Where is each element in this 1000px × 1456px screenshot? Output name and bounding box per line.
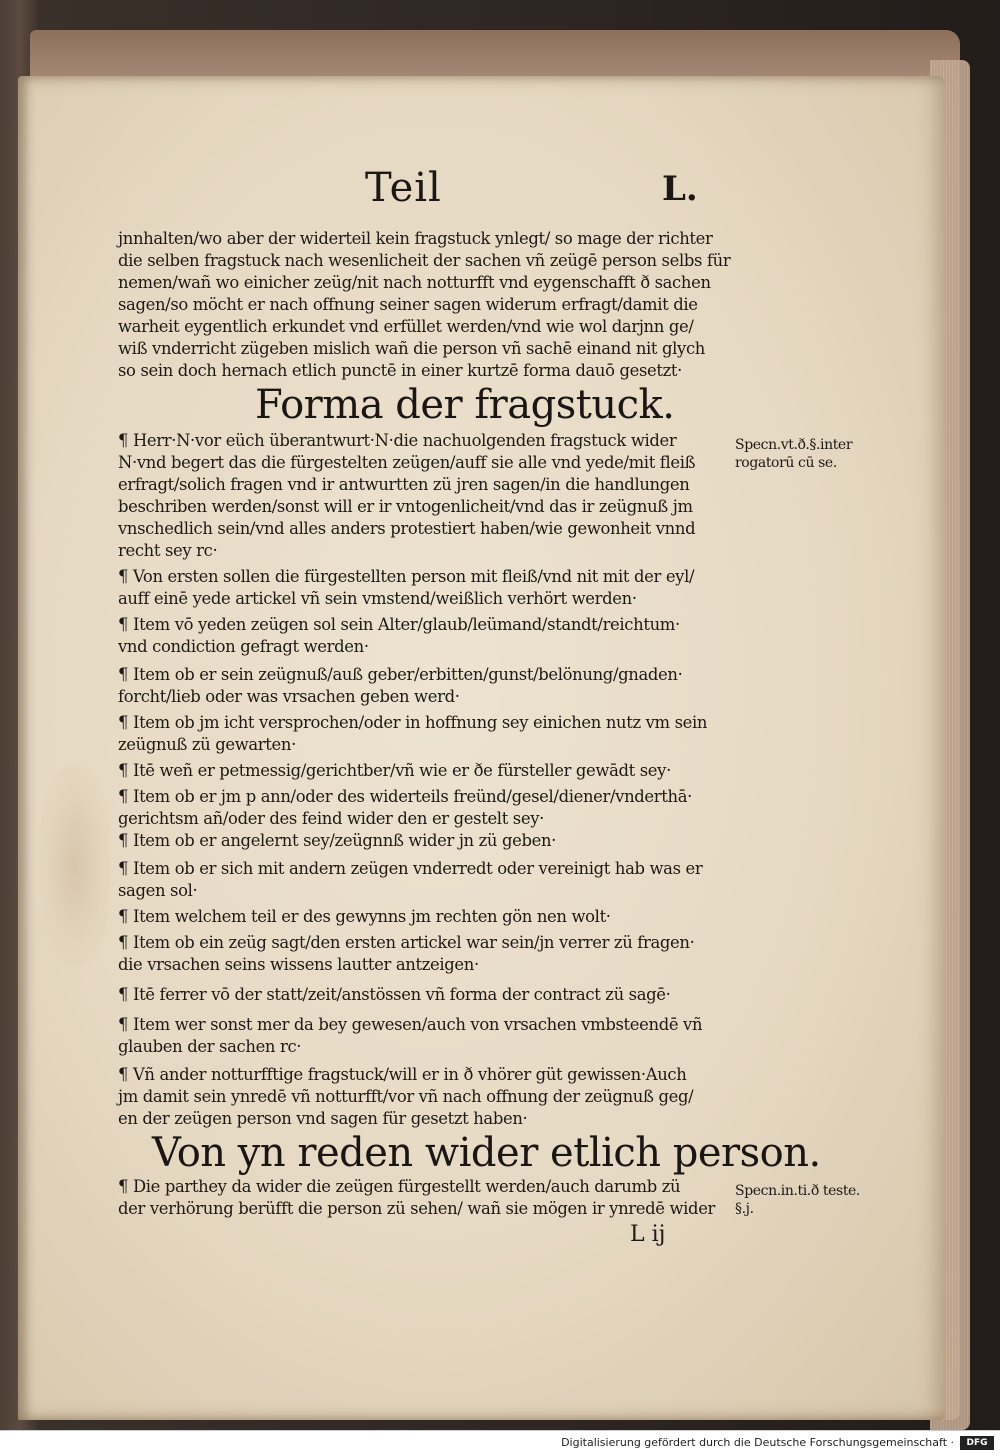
water-stain bbox=[40, 766, 110, 966]
running-head bbox=[0, 165, 1000, 215]
text-line: beschriben werden/sonst will er ir vntogenlicheit/vnd das ir zeügnuß jm bbox=[118, 497, 693, 516]
section-heading: Von yn reden wider etlich person. bbox=[152, 1130, 821, 1176]
text-line: gerichtsm añ/oder des feind wider den er gestelt sey· bbox=[118, 809, 544, 828]
text-line: jm damit sein ynredē vñ notturfft/vor vñ nach offnung der zeügnuß geg/ bbox=[118, 1087, 694, 1106]
text-line: zeügnuß zü gewarten· bbox=[118, 735, 296, 754]
text-line: vnschedlich sein/vnd alles anders protestiert haben/wie gewonheit vnnd bbox=[118, 519, 696, 538]
text-line: ¶ Vñ ander notturfftige fragstuck/will er in ð vhörer güt gewissen·Auch bbox=[118, 1065, 687, 1084]
text-line: wiß vnderricht zügeben mislich wañ die person vñ sachē einand nit glych bbox=[118, 339, 705, 358]
section-heading: Forma der fragstuck. bbox=[255, 382, 675, 428]
margin-note bbox=[735, 1182, 875, 1218]
text-line: ¶ Item ob jm icht versprochen/oder in hoffnung sey einichen nutz vm sein bbox=[118, 713, 708, 732]
text-line: glauben der sachen rc· bbox=[118, 1037, 302, 1056]
margin-note-line: §.j. bbox=[735, 1201, 754, 1217]
dfg-logo-icon: DFG bbox=[960, 1436, 994, 1450]
text-line: nemen/wañ wo einicher zeüg/nit nach notturfft vnd eygenschafft ð sachen bbox=[118, 273, 711, 292]
margin-note-line: Specn.vt.ð.§.inter bbox=[735, 437, 853, 453]
text-line: der verhörung berüfft die person zü sehen/ wañ sie mögen ir ynredē wider bbox=[118, 1199, 716, 1218]
margin-note-line: Specn.in.ti.ð teste. bbox=[735, 1183, 860, 1199]
text-line: ¶ Item ob er angelernt sey/zeügnnß wider jn zü geben· bbox=[118, 831, 557, 850]
text-line: warheit eygentlich erkundet vnd erfüllet werden/vnd wie wol darjnn ge/ bbox=[118, 317, 694, 336]
text-line: sagen sol· bbox=[118, 881, 198, 900]
funding-credit: Digitalisierung gefördert durch die Deutsche Forschungsgemeinschaft · bbox=[561, 1436, 954, 1449]
text-line: ¶ Herr·N·vor eüch überantwurt·N·die nachuolgenden fragstuck wider bbox=[118, 431, 677, 450]
text-line: forcht/lieb oder was vrsachen geben werd· bbox=[118, 687, 460, 706]
folio-number: L. bbox=[662, 169, 698, 209]
text-line: sagen/so möcht er nach offnung seiner sagen widerum erfragt/damit die bbox=[118, 295, 698, 314]
text-line: auff einē yede artickel vñ sein vmstend/weißlich verhört werden· bbox=[118, 589, 637, 608]
text-line: ¶ Item ob er jm p ann/oder des widerteils freünd/gesel/diener/vnderthā· bbox=[118, 787, 692, 806]
text-line: ¶ Die parthey da wider die zeügen fürgestellt werden/auch darumb zü bbox=[118, 1177, 681, 1196]
text-line: vnd condiction gefragt werden· bbox=[118, 637, 369, 656]
text-line: ¶ Item wer sonst mer da bey gewesen/auch von vrsachen vmbsteendē vñ bbox=[118, 1015, 703, 1034]
text-line: N·vnd begert das die fürgestelten zeügen/auff sie alle vnd yede/mit fleiß bbox=[118, 453, 696, 472]
text-line: jnnhalten/wo aber der widerteil kein fragstuck ynlegt/ so mage der richter bbox=[118, 229, 713, 248]
text-line: ¶ Von ersten sollen die fürgestellten person mit fleiß/vnd nit mit der eyl/ bbox=[118, 567, 695, 586]
digitization-footer bbox=[0, 1430, 1000, 1456]
text-line: so sein doch hernach etlich punctē in einer kurtzē forma dauō gesetzt· bbox=[118, 361, 683, 380]
text-line: recht sey rc· bbox=[118, 541, 218, 560]
margin-note bbox=[735, 436, 875, 472]
text-line: en der zeügen person vnd sagen für gesetzt haben· bbox=[118, 1109, 528, 1128]
text-line: ¶ Item ob er sich mit andern zeügen vnderredt oder vereinigt hab was er bbox=[118, 859, 703, 878]
text-line: ¶ Itē weñ er petmessig/gerichtber/vñ wie er ðe fürsteller gewādt sey· bbox=[118, 761, 671, 780]
text-line: die selben fragstuck nach wesenlicheit der sachen vñ zeügē person selbs für bbox=[118, 251, 731, 270]
margin-note-line: rogatorū cū se. bbox=[735, 455, 837, 471]
text-line: ¶ Item welchem teil er des gewynns jm rechten gön nen wolt· bbox=[118, 907, 611, 926]
running-head-title: Teil bbox=[365, 165, 442, 211]
text-line: ¶ Item ob ein zeüg sagt/den ersten artickel war sein/jn verrer zü fragen· bbox=[118, 933, 695, 952]
text-line: die vrsachen seins wissens lautter antzeigen· bbox=[118, 955, 479, 974]
text-line: ¶ Item vō yeden zeügen sol sein Alter/glaub/leümand/standt/reichtum· bbox=[118, 615, 680, 634]
signature-mark: L ij bbox=[630, 1222, 666, 1247]
text-line: ¶ Item ob er sein zeügnuß/auß geber/erbitten/gunst/belönung/gnaden· bbox=[118, 665, 683, 684]
text-line: erfragt/solich fragen vnd ir antwurtten zü jren sagen/in die handlungen bbox=[118, 475, 690, 494]
text-line: ¶ Itē ferrer vō der statt/zeit/anstössen vñ forma der contract zü sagē· bbox=[118, 985, 671, 1004]
